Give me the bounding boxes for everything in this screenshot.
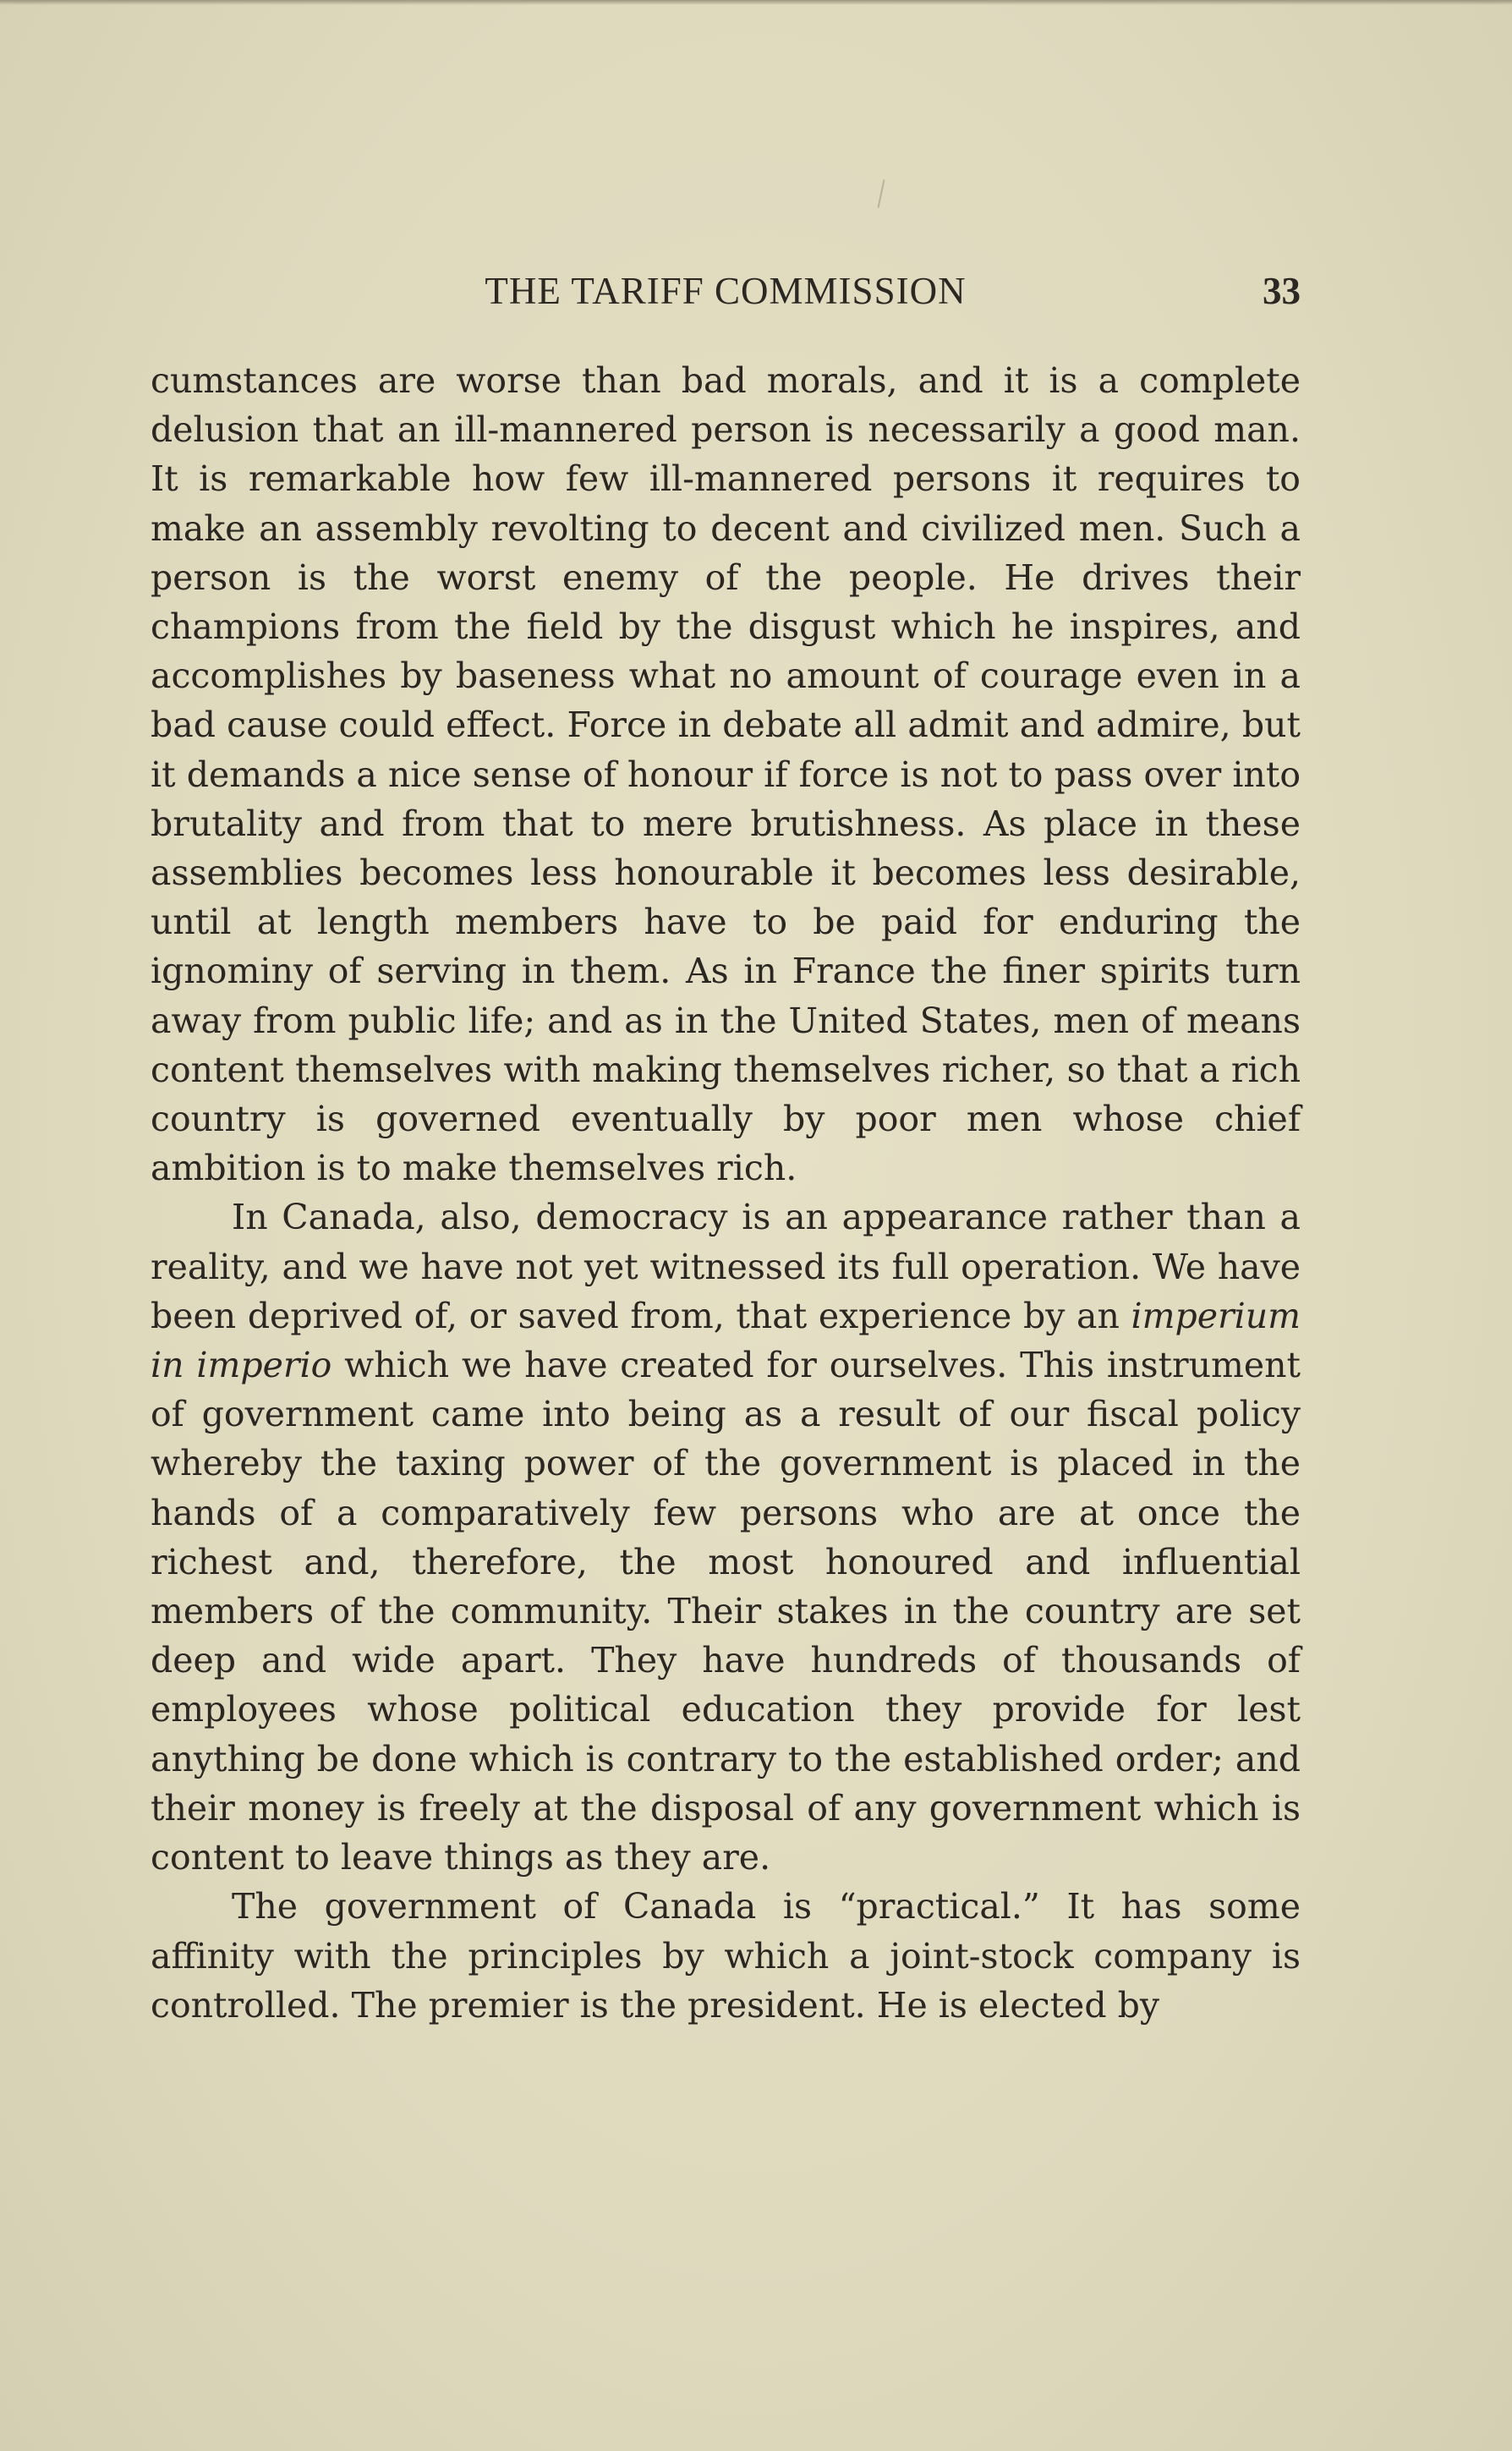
running-title: THE TARIFF COMMISSION [485, 270, 967, 312]
body-text [151, 356, 1301, 2030]
paragraph-3: The government of Canada is “practical.” It has some affinity with the principles by which a joint-stock company is controlled. The premier is the president. He is elected by [151, 1886, 1301, 2026]
page-top-edge [0, 0, 1512, 5]
paragraph-1: cumstances are worse than bad morals, and it is a complete delusion that an ill-mannered person is necessarily a good man. It is remarkable how few ill-mannered persons it requires to make an assembly revolting to decent and civilized men. Such a person is the worst enemy of the people. He drives their champions from the field by the disgust which he inspires, and accomplishes by baseness what no amount of courage even in a bad cause could effect. Force in debate all admit and admire, but it demands a nice sense of honour if force is not to pass over into brutality and from that to mere brutishness. As place in these assemblies becomes less honourable it becomes less desirable, until at length members have to be paid for enduring the ignominy of serving in them. As in France the finer spirits turn away from public life; and as in the United States, men of means content themselves with making themselves richer, so that a rich country is governed eventually by poor men whose chief ambition is to make themselves rich. [151, 360, 1301, 1189]
paragraph-2-text-b: which we have created for ourselves. This instrument of government came into being as a result of our fiscal policy whereby the taxing power of the government is placed in the hands of a comparatively few persons who are at once the richest and, therefore, the most honoured and influential members of the community. Their stakes in the country are set deep and wide apart. They have hundreds of thousands of employees whose political education they provide for lest anything be done which is contrary to the established order; and their money is freely at the disposal of any government which is content to leave things as they are. [151, 1345, 1301, 1878]
page-header [151, 269, 1301, 328]
paragraph-2-text-a: In Canada, also, democracy is an appearance rather than a reality, and we have not yet witnessed its full operation. We have been deprived of, or saved from, that experience by an [151, 1197, 1301, 1336]
paragraph-2-italic-phrase: imperium in imperio [151, 1295, 1301, 1386]
page-number: 33 [1263, 270, 1301, 312]
pencil-mark [877, 179, 885, 208]
paragraph-2 [151, 1193, 1301, 1882]
